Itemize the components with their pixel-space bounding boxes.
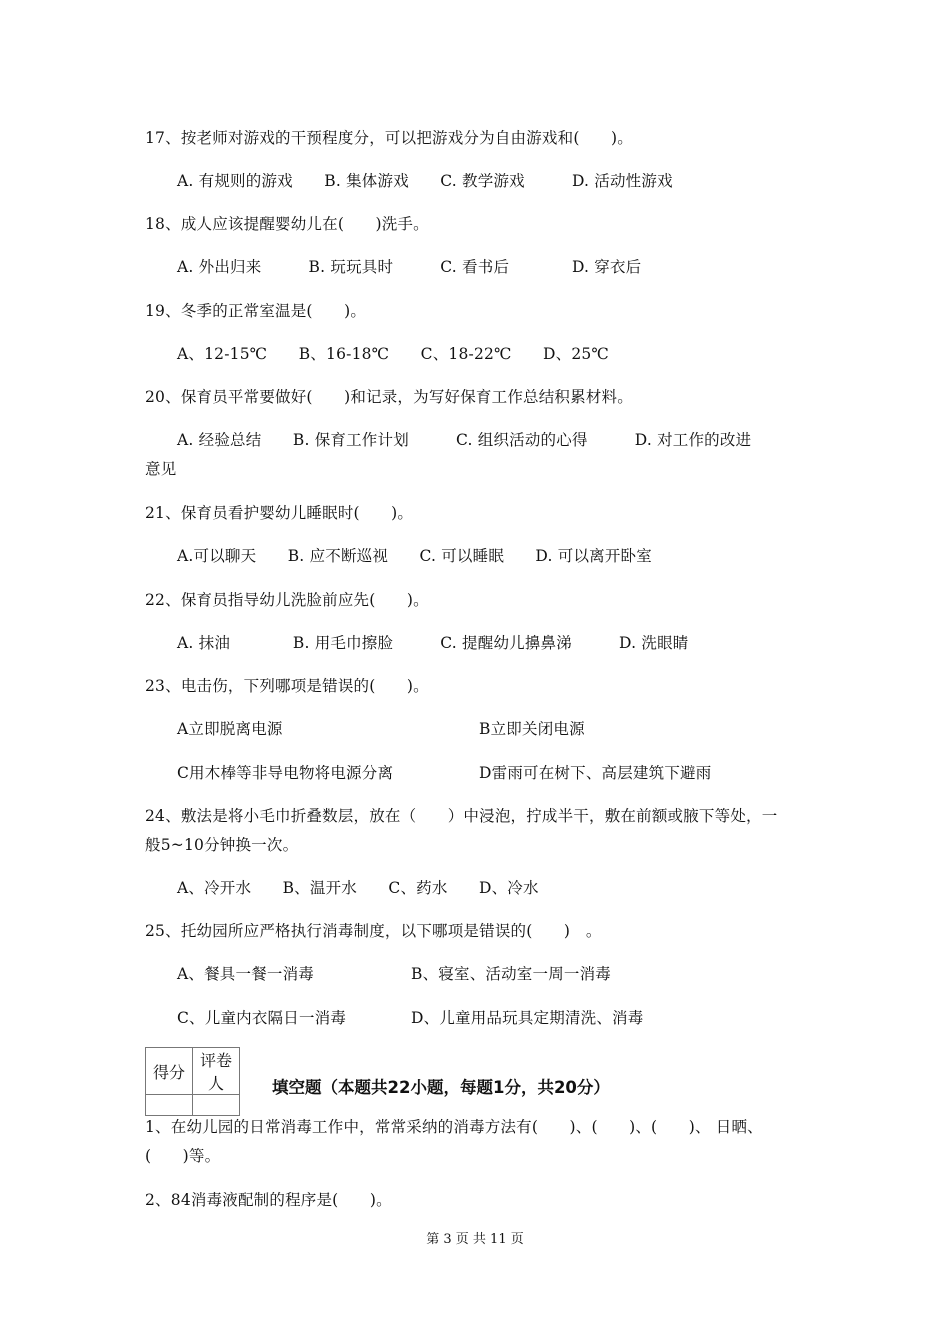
question-23-option-c: C用木棒等非导电物将电源分离 — [177, 764, 394, 782]
page-footer: 第 3 页 共 11 页 — [426, 1232, 524, 1247]
question-25-option-b: B、寝室、活动室一周一消毒 — [411, 965, 611, 983]
question-23-option-a: A立即脱离电源 — [177, 720, 283, 738]
score-cell — [146, 1095, 193, 1116]
question-19-stem: 19、冬季的正常室温是( )。 — [145, 302, 367, 320]
question-25-stem: 25、托幼园所应严格执行消毒制度，以下哪项是错误的( ) 。 — [145, 922, 602, 940]
question-19-options: A、12-15℃ B、16-18℃ C、18-22℃ D、25℃ — [177, 345, 610, 363]
question-21-stem: 21、保育员看护婴幼儿睡眠时( )。 — [145, 504, 414, 522]
score-header: 得分 — [146, 1048, 193, 1095]
fill-question-2: 2、84消毒液配制的程序是( )。 — [145, 1191, 392, 1209]
question-24-options: A、冷开水 B、温开水 C、药水 D、冷水 — [177, 879, 539, 897]
question-17-stem: 17、按老师对游戏的干预程度分，可以把游戏分为自由游戏和( )。 — [145, 129, 633, 147]
question-25-option-a: A、餐具一餐一消毒 — [177, 965, 314, 983]
question-24-stem-continued: 般5~10分钟换一次。 — [145, 836, 299, 854]
score-table — [145, 1047, 240, 1116]
section-title: 填空题（本题共22小题，每题1分，共20分） — [272, 1078, 610, 1097]
question-23-option-d: D雷雨可在树下、高层建筑下避雨 — [479, 764, 712, 782]
grader-cell — [193, 1095, 240, 1116]
question-24-stem: 24、敷法是将小毛巾折叠数层，放在（ ）中浸泡，拧成半干，敷在前额或腋下等处，一 — [145, 807, 778, 825]
question-23-stem: 23、电击伤，下列哪项是错误的( )。 — [145, 677, 429, 695]
question-22-options: A. 抹油 B. 用毛巾擦脸 C. 提醒幼儿擤鼻涕 D. 洗眼睛 — [177, 634, 689, 652]
question-25-option-d: D、儿童用品玩具定期清洗、消毒 — [411, 1009, 644, 1027]
question-18-stem: 18、成人应该提醒婴幼儿在( )洗手。 — [145, 215, 429, 233]
question-23-option-b: B立即关闭电源 — [479, 720, 585, 738]
question-25-option-c: C、儿童内衣隔日一消毒 — [177, 1009, 347, 1027]
question-22-stem: 22、保育员指导幼儿洗脸前应先( )。 — [145, 591, 429, 609]
question-20-options-continued: 意见 — [145, 460, 177, 478]
question-17-options: A. 有规则的游戏 B. 集体游戏 C. 教学游戏 D. 活动性游戏 — [177, 172, 673, 190]
question-21-options: A.可以聊天 B. 应不断巡视 C. 可以睡眠 D. 可以离开卧室 — [177, 547, 652, 565]
question-20-options: A. 经验总结 B. 保育工作计划 C. 组织活动的心得 D. 对工作的改进 — [177, 431, 752, 449]
fill-question-1: 1、在幼儿园的日常消毒工作中，常常采纳的消毒方法有( )、( )、( )、 日晒、 — [145, 1118, 763, 1136]
question-20-stem: 20、保育员平常要做好( )和记录，为写好保育工作总结积累材料。 — [145, 388, 633, 406]
question-18-options: A. 外出归来 B. 玩玩具时 C. 看书后 D. 穿衣后 — [177, 258, 642, 276]
grader-header: 评卷人 — [193, 1048, 240, 1095]
fill-question-1-continued: ( )等。 — [145, 1147, 221, 1165]
